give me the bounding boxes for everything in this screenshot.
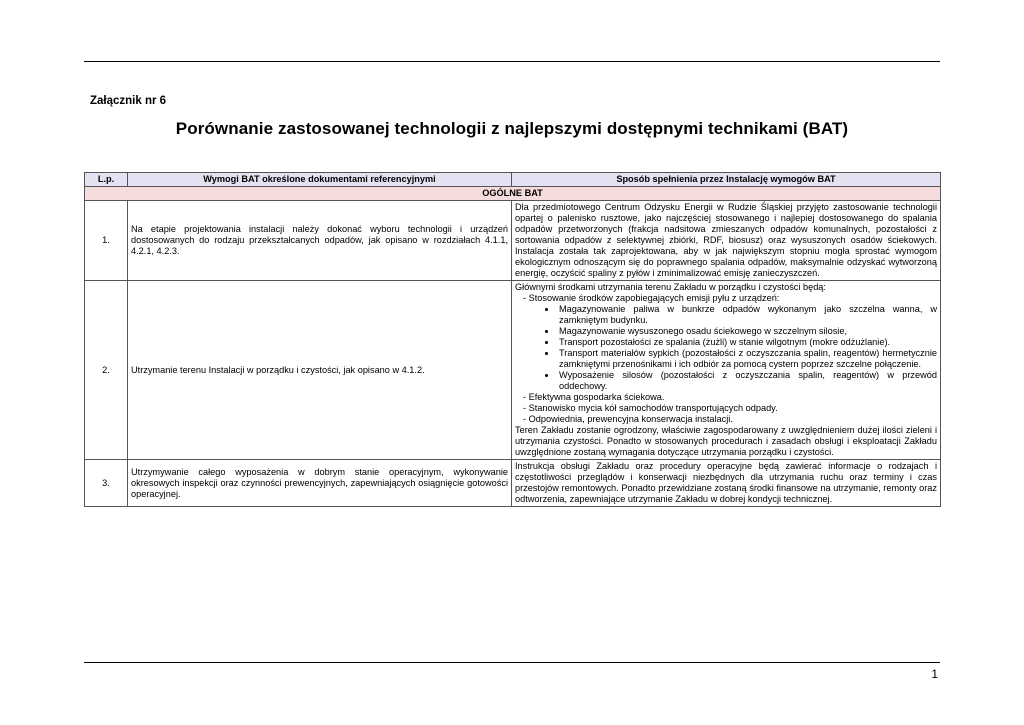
fulfillment-intro: Głównymi środkami utrzymania terenu Zakładu w porządku i czystości będą: bbox=[515, 282, 826, 292]
bullet-item: • Magazynowanie wysuszonego osadu ściekowego w szczelnym silosie, bbox=[557, 326, 937, 337]
row-requirement: Utrzymywanie całego wyposażenia w dobrym stanie operacyjnym, wykonywanie okresowych inspekcji oraz czynności prewencyjnych, zapewniających osiągnięcie gotowości operacyjnej. bbox=[128, 460, 512, 507]
dash-item: - Stosowanie środków zapobiegających emisji pyłu z urządzeń: bbox=[523, 293, 780, 303]
table-row bbox=[85, 201, 941, 281]
bat-comparison-table bbox=[84, 172, 941, 507]
bullet-item: • Transport pozostałości ze spalania (żużli) w stanie wilgotnym (mokre odżużlanie). bbox=[557, 337, 937, 348]
table-row bbox=[85, 460, 941, 507]
dash-item: - Efektywna gospodarka ściekowa. bbox=[523, 392, 665, 402]
row-number: 1. bbox=[85, 201, 128, 281]
footer-rule bbox=[84, 662, 940, 663]
row-number: 2. bbox=[85, 281, 128, 460]
row-requirement: Na etapie projektowania instalacji należy dokonać wyboru technologii i urządzeń dostosowanych do rodzaju przekształcanych odpadów, jak opisano w rozdziałach 4.1.1, 4.2.1, 4.2.3. bbox=[128, 201, 512, 281]
row-requirement: Utrzymanie terenu Instalacji w porządku i czystości, jak opisano w 4.1.2. bbox=[128, 281, 512, 460]
fulfillment-outro: Teren Zakładu zostanie ogrodzony, właściwie zagospodarowany z uwzględnieniem dużej ilości zieleni i utrzymania czystości. Ponadto w stosowanych procedurach i zasadach obsługi i eksploatacji Zakładu uwzględnione zostaną wymagania dotyczące utrzymania porządku i czystości. bbox=[515, 425, 937, 457]
annex-label: Załącznik nr 6 bbox=[90, 95, 167, 107]
dash-item: - Odpowiednia, prewencyjna konserwacja instalacji. bbox=[523, 414, 733, 424]
column-header-fulfillment: Sposób spełnienia przez Instalację wymogów BAT bbox=[512, 173, 941, 187]
row-fulfillment: Instrukcja obsługi Zakładu oraz procedury operacyjne będą zawierać informacje o rodzajach i częstotliwości przeglądów i konserwacji niezbędnych dla utrzymania ruchu oraz terminy i czas przestojów remontowych. Ponadto przewidziane zostaną środki finansowe na utrzymanie, remonty oraz odtworzenia, zapewniające utrzymanie Zakładu w dobrej kondycji technicznej. bbox=[512, 460, 941, 507]
bullet-list bbox=[515, 304, 937, 392]
bullet-item: • Magazynowanie paliwa w bunkrze odpadów wykonanym jako szczelna wanna, w zamkniętym budynku. bbox=[557, 304, 937, 326]
table-header-row bbox=[85, 173, 941, 187]
section-row bbox=[85, 187, 941, 201]
row-number: 3. bbox=[85, 460, 128, 507]
row-fulfillment bbox=[512, 281, 941, 460]
section-label: OGÓLNE BAT bbox=[85, 187, 941, 201]
bullet-item: • Transport materiałów sypkich (pozostałości z oczyszczania spalin, reagentów) hermetycznie zamkniętymi przenośnikami i ich odbiór za pomocą cystern poprzez szczelne połączenie. bbox=[557, 348, 937, 370]
row-fulfillment: Dla przedmiotowego Centrum Odzysku Energii w Rudzie Śląskiej przyjęto zastosowanie technologii opartej o palenisko rusztowe, jako najczęściej stosowanego i najlepiej dostosowanego do spalania odpadów przetworzonych (frakcja nadsitowa zmieszanych odpadów komunalnych, pozostałości z sortowania odpadów z selektywnej zbiórki, RDF, biosusz) oraz wysuszonych osadów ściekowych. Instalacja została tak zaprojektowana, aby w jak największym stopniu mogła sprostać wymogom ekologicznym odnoszącym się do poprawnego spalania odpadów, maksymalnie odzyskać wytworzoną energię, oczyścić spaliny z pyłów i zminimalizować emisję zanieczyszczeń. bbox=[512, 201, 941, 281]
bullet-item: • Wyposażenie silosów (pozostałości z oczyszczania spalin, reagentów) w przewód oddechowy. bbox=[557, 370, 937, 392]
table-row bbox=[85, 281, 941, 460]
document-title: Porównanie zastosowanej technologii z najlepszymi dostępnymi technikami (BAT) bbox=[175, 119, 849, 138]
column-header-lp: L.p. bbox=[85, 173, 128, 187]
column-header-requirements: Wymogi BAT określone dokumentami referencyjnymi bbox=[128, 173, 512, 187]
page-number: 1 bbox=[931, 667, 938, 681]
dash-item: - Stanowisko mycia kół samochodów transportujących odpady. bbox=[523, 403, 778, 413]
header-rule bbox=[84, 61, 940, 62]
